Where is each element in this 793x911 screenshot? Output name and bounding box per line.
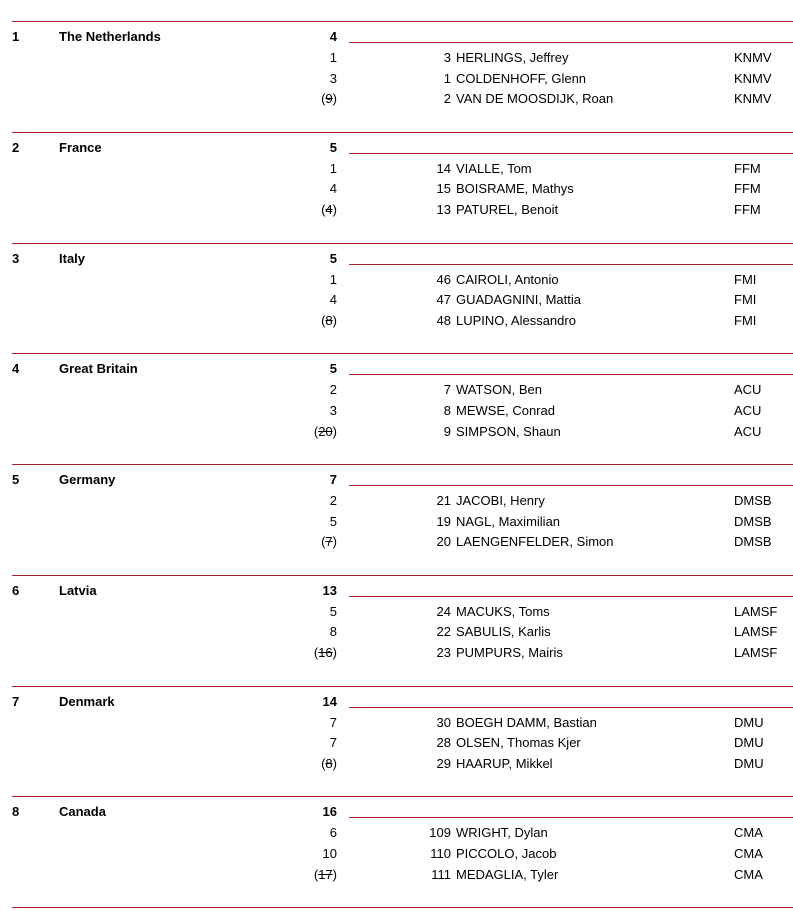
dropped-score: 9 xyxy=(325,91,333,107)
team-position: 6 xyxy=(12,582,20,598)
rider-row xyxy=(0,715,793,735)
rider-federation: ACU xyxy=(734,382,762,398)
team-divider xyxy=(12,686,793,687)
rider-number: 28 xyxy=(436,735,451,751)
rider-federation: CMA xyxy=(734,825,763,841)
team-divider xyxy=(12,132,793,133)
team-block xyxy=(0,464,793,575)
team-header-rule xyxy=(349,153,793,154)
rider-name: MACUKS, Toms xyxy=(456,603,550,619)
rider-name: PUMPURS, Mairis xyxy=(456,645,563,661)
rider-points: 7 xyxy=(329,735,337,751)
rider-row xyxy=(0,403,793,423)
rider-row xyxy=(0,867,793,887)
team-block xyxy=(0,353,793,464)
rider-points: 10 xyxy=(322,845,337,861)
rider-number: 14 xyxy=(436,160,451,176)
rider-federation: FFM xyxy=(734,181,761,197)
rider-points: 2 xyxy=(329,382,337,398)
rider-federation: KNMV xyxy=(734,70,772,86)
rider-row xyxy=(0,756,793,776)
rider-number: 8 xyxy=(443,402,451,418)
rider-number: 3 xyxy=(443,50,451,65)
rider-row xyxy=(0,202,793,222)
rider-name: PICCOLO, Jacob xyxy=(456,845,557,861)
rider-points: (4) xyxy=(321,202,337,218)
team-block xyxy=(0,686,793,797)
rider-federation: KNMV xyxy=(734,50,772,65)
rider-points: 2 xyxy=(329,493,337,508)
team-position: 3 xyxy=(12,250,20,266)
rider-points: 1 xyxy=(329,50,337,65)
rider-row xyxy=(0,161,793,181)
rider-federation: LAMSF xyxy=(734,624,778,640)
rider-points: 1 xyxy=(329,160,337,176)
rider-points: 6 xyxy=(329,825,337,841)
rider-row xyxy=(0,91,793,111)
rider-number: 48 xyxy=(436,312,451,328)
team-position: 8 xyxy=(12,804,20,820)
rider-number: 22 xyxy=(436,624,451,640)
rider-federation: KNMV xyxy=(734,91,772,107)
team-divider xyxy=(12,796,793,797)
rider-federation: DMSB xyxy=(734,493,772,508)
team-position: 7 xyxy=(12,693,20,709)
rider-name: HAARUP, Mikkel xyxy=(456,755,553,771)
team-divider xyxy=(12,353,793,354)
rider-federation: DMSB xyxy=(734,534,772,550)
rider-row xyxy=(0,624,793,644)
team-name: Latvia xyxy=(59,582,97,598)
team-position: 4 xyxy=(12,361,20,377)
rider-points: 5 xyxy=(329,603,337,619)
rider-name: HERLINGS, Jeffrey xyxy=(456,50,569,65)
rider-points: (8) xyxy=(321,312,337,328)
team-header-rule xyxy=(349,374,793,375)
rider-federation: FFM xyxy=(734,202,761,218)
rider-federation: ACU xyxy=(734,423,762,439)
rider-number: 47 xyxy=(436,292,451,308)
rider-name: COLDENHOFF, Glenn xyxy=(456,70,587,86)
team-block xyxy=(0,575,793,686)
team-name: Canada xyxy=(59,804,106,820)
team-header-rule xyxy=(349,42,793,43)
rider-name: NAGL, Maximilian xyxy=(456,513,561,529)
rider-points: (20) xyxy=(313,423,337,439)
team-block xyxy=(0,243,793,354)
rider-row xyxy=(0,71,793,91)
rider-points: (7) xyxy=(321,534,337,550)
rider-points: 1 xyxy=(329,271,337,287)
team-name: Germany xyxy=(59,472,116,487)
rider-row xyxy=(0,645,793,665)
rider-number: 21 xyxy=(436,493,451,508)
rider-points: (9) xyxy=(321,91,337,107)
rider-name: PATUREL, Benoit xyxy=(456,202,559,218)
rider-row xyxy=(0,50,793,70)
rider-name: JACOBI, Henry xyxy=(456,493,545,508)
team-total-points: 5 xyxy=(329,250,337,266)
rider-number: 29 xyxy=(436,755,451,771)
rider-number: 109 xyxy=(429,825,451,841)
rider-name: WRIGHT, Dylan xyxy=(456,825,548,841)
team-divider xyxy=(12,464,793,465)
rider-points: 4 xyxy=(329,292,337,308)
team-divider xyxy=(12,575,793,576)
rider-federation: DMU xyxy=(734,755,764,771)
rider-federation: DMSB xyxy=(734,513,772,529)
rider-name: LAENGENFELDER, Simon xyxy=(456,534,614,550)
dropped-score: 8 xyxy=(325,312,333,328)
dropped-score: 7 xyxy=(325,534,333,550)
rider-name: OLSEN, Thomas Kjer xyxy=(456,735,581,751)
rider-federation: DMU xyxy=(734,714,764,730)
rider-row xyxy=(0,604,793,624)
rider-name: WATSON, Ben xyxy=(456,382,542,398)
team-position: 5 xyxy=(12,472,20,487)
team-total-points: 13 xyxy=(322,582,337,598)
rider-name: BOEGH DAMM, Bastian xyxy=(456,714,597,730)
rider-number: 24 xyxy=(436,603,451,619)
rider-row xyxy=(0,846,793,866)
rider-name: MEDAGLIA, Tyler xyxy=(456,866,559,882)
rider-points: 5 xyxy=(329,513,337,529)
rider-points: (17) xyxy=(313,866,337,882)
team-header-rule xyxy=(349,596,793,597)
rider-number: 20 xyxy=(436,534,451,550)
rider-points: 3 xyxy=(329,402,337,418)
rider-row xyxy=(0,735,793,755)
team-name: Great Britain xyxy=(59,361,138,377)
rider-name: LUPINO, Alessandro xyxy=(456,312,576,328)
team-total-points: 16 xyxy=(322,804,337,820)
rider-federation: LAMSF xyxy=(734,603,778,619)
team-name: The Netherlands xyxy=(59,29,161,44)
rider-points: 7 xyxy=(329,714,337,730)
rider-row xyxy=(0,424,793,444)
rider-federation: LAMSF xyxy=(734,645,778,661)
rider-federation: FMI xyxy=(734,271,757,287)
rider-federation: ACU xyxy=(734,402,762,418)
rider-number: 19 xyxy=(436,513,451,529)
team-block xyxy=(0,796,793,907)
rider-number: 111 xyxy=(431,866,451,882)
rider-points: 8 xyxy=(329,624,337,640)
rider-row xyxy=(0,825,793,845)
dropped-score: 4 xyxy=(325,202,333,218)
team-header-rule xyxy=(349,817,793,818)
rider-name: MEWSE, Conrad xyxy=(456,402,555,418)
rider-points: (16) xyxy=(313,645,337,661)
rider-federation: FMI xyxy=(734,312,757,328)
rider-number: 23 xyxy=(436,645,451,661)
team-total-points: 14 xyxy=(322,693,337,709)
rider-points: 3 xyxy=(329,70,337,86)
rider-row xyxy=(0,382,793,402)
team-divider xyxy=(12,21,793,22)
team-block xyxy=(0,21,793,132)
team-block xyxy=(0,132,793,243)
rider-row xyxy=(0,292,793,312)
dropped-score: 16 xyxy=(318,645,333,661)
bottom-divider xyxy=(12,907,793,908)
team-name: Italy xyxy=(59,250,86,266)
team-name: France xyxy=(59,139,102,155)
rider-name: BOISRAME, Mathys xyxy=(456,181,574,197)
rider-number: 9 xyxy=(443,423,451,439)
rider-number: 30 xyxy=(436,714,451,730)
rider-points: (8) xyxy=(321,755,337,771)
team-header-rule xyxy=(349,707,793,708)
rider-name: SIMPSON, Shaun xyxy=(456,423,561,439)
rider-number: 2 xyxy=(443,91,451,107)
rider-row xyxy=(0,534,793,554)
rider-name: VIALLE, Tom xyxy=(456,160,532,176)
team-position: 1 xyxy=(12,29,20,44)
rider-row xyxy=(0,514,793,534)
rider-number: 7 xyxy=(443,382,451,398)
team-total-points: 5 xyxy=(329,361,337,377)
team-name: Denmark xyxy=(59,693,115,709)
team-total-points: 7 xyxy=(329,472,337,487)
team-position: 2 xyxy=(12,139,20,155)
rider-number: 1 xyxy=(443,70,451,86)
rider-row xyxy=(0,181,793,201)
rider-name: CAIROLI, Antonio xyxy=(456,271,559,287)
rider-name: SABULIS, Karlis xyxy=(456,624,551,640)
rider-row xyxy=(0,493,793,513)
rider-federation: FFM xyxy=(734,160,761,176)
rider-name: GUADAGNINI, Mattia xyxy=(456,292,581,308)
team-total-points: 4 xyxy=(329,29,337,44)
rider-number: 46 xyxy=(436,271,451,287)
rider-name: VAN DE MOOSDIJK, Roan xyxy=(456,91,614,107)
rider-federation: FMI xyxy=(734,292,757,308)
rider-row xyxy=(0,272,793,292)
rider-federation: CMA xyxy=(734,845,763,861)
team-header-rule xyxy=(349,264,793,265)
team-divider xyxy=(12,243,793,244)
dropped-score: 8 xyxy=(325,755,333,771)
rider-number: 13 xyxy=(436,202,451,218)
team-total-points: 5 xyxy=(329,139,337,155)
rider-number: 15 xyxy=(436,181,451,197)
team-header-rule xyxy=(349,485,793,486)
rider-federation: DMU xyxy=(734,735,764,751)
rider-row xyxy=(0,313,793,333)
rider-federation: CMA xyxy=(734,866,763,882)
rider-number: 110 xyxy=(430,845,451,861)
dropped-score: 17 xyxy=(318,866,333,882)
rider-points: 4 xyxy=(329,181,337,197)
dropped-score: 20 xyxy=(318,423,333,439)
